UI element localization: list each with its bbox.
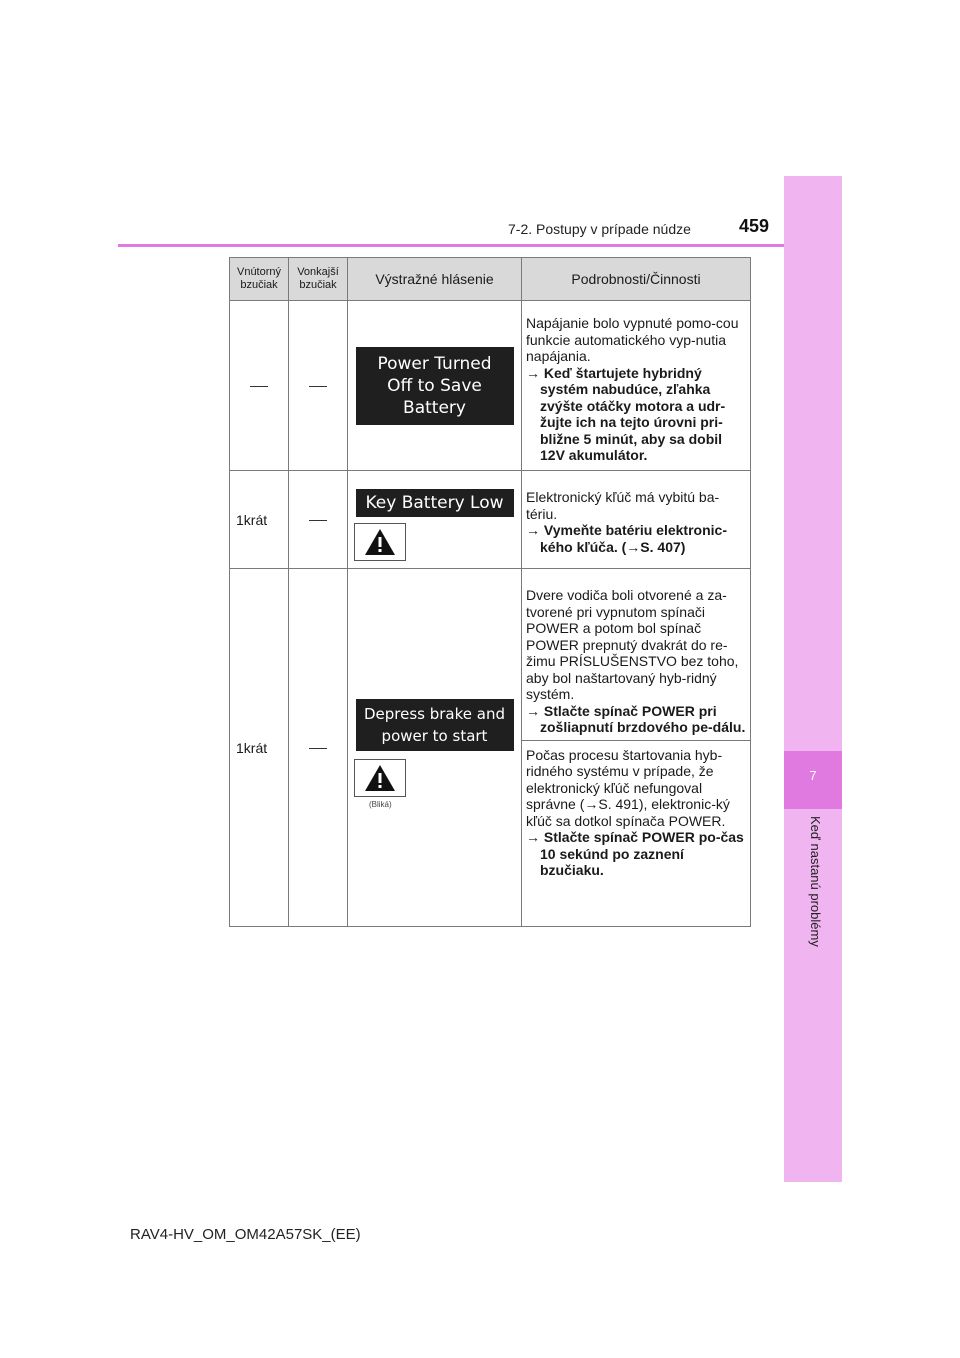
dash-mark	[309, 520, 327, 521]
header-external-buzzer: Vonkajší bzučiak	[289, 258, 348, 301]
internal-buzzer-cell: 1krát	[230, 471, 289, 569]
internal-buzzer-cell	[230, 301, 289, 471]
warning-triangle-icon	[364, 764, 396, 792]
display-line: Power Turned	[377, 353, 492, 374]
warning-messages-table	[229, 257, 751, 927]
detail-text: Dvere vodiča boli otvorené a za-tvorené pri vypnutom spínači POWER a potom bol spínač POWER prepnutý dvakrát do re-žimu PRÍSLUŠENSTVO bez toho, aby bol naštartovaný hyb-ridný systém.	[526, 587, 739, 702]
warning-indicator	[354, 759, 406, 797]
arrow-icon: →	[526, 829, 540, 845]
key-battery-low-display	[356, 489, 514, 517]
action-text: Vymeňte batériu elektronic-kého kľúča. (→S. 407)	[540, 522, 727, 555]
action-line	[526, 365, 746, 464]
power-turned-off-display	[356, 347, 514, 425]
warning-message-cell	[348, 471, 522, 569]
action-text: Stlačte spínač POWER po-čas 10 sekúnd po zaznení bzučiaku.	[540, 829, 744, 878]
action-line	[526, 703, 746, 736]
depress-brake-display	[356, 699, 514, 751]
chapter-title: Keď nastanú problémy	[808, 816, 823, 947]
action-line	[526, 829, 746, 879]
warning-triangle-icon	[364, 528, 396, 556]
page-number: 459	[739, 216, 770, 236]
blink-label: (Bliká)	[369, 800, 392, 809]
table-row	[230, 569, 751, 927]
detail-text: Napájanie bolo vypnuté pomo-cou funkcie automatického vyp-nutia napájania.	[526, 315, 739, 364]
document-code: RAV4-HV_OM_OM42A57SK_(EE)	[130, 1226, 361, 1243]
display-line: Depress brake and	[363, 705, 505, 723]
table-row	[230, 301, 751, 471]
external-buzzer-cell	[289, 471, 348, 569]
display-line: Off to Save	[387, 375, 482, 396]
dash-mark	[309, 386, 327, 387]
table-row	[230, 471, 751, 569]
internal-buzzer-cell: 1krát	[230, 569, 289, 927]
action-text: Keď štartujete hybridný systém nabudúce, zľahka zvýšte otáčky motora a udr-žujte ich na tejto úrovni pri-bližne 5 minút, aby sa dobil 12V akumulátor.	[540, 364, 726, 463]
table-header-row	[230, 258, 751, 301]
chapter-number: 7	[809, 768, 817, 783]
display-line: Battery	[403, 397, 466, 418]
display-line: Key Battery Low	[365, 493, 504, 513]
action-text: Stlačte spínač POWER pri zošliapnutí brzdového pe-dálu.	[540, 702, 746, 735]
arrow-icon: →	[526, 364, 540, 381]
warning-message-cell	[348, 569, 522, 927]
details-cell	[522, 569, 751, 927]
sub-row-divider	[522, 740, 750, 741]
header-details: Podrobnosti/Činnosti	[522, 258, 751, 301]
display-line: power to start	[381, 727, 488, 745]
warning-message-cell	[348, 301, 522, 471]
detail-text: Elektronický kľúč má vybitú ba-tériu.	[526, 489, 720, 522]
action-line	[526, 522, 746, 555]
warning-indicator	[354, 523, 406, 561]
chapter-side-tab	[784, 176, 842, 1182]
arrow-icon: →	[526, 522, 540, 538]
arrow-icon: →	[526, 702, 540, 719]
details-cell	[522, 301, 751, 471]
external-buzzer-cell	[289, 301, 348, 471]
external-buzzer-cell	[289, 569, 348, 927]
detail-text: Počas procesu štartovania hyb-ridného systému v prípade, že elektronický kľúč nefungoval správne (→S. 491), elektronic-ký kľúč sa dotkol spínača POWER.	[526, 746, 730, 829]
dash-mark	[309, 748, 327, 749]
section-title: 7-2. Postupy v prípade núdze	[508, 221, 691, 237]
header-rule	[118, 244, 784, 247]
header-internal-buzzer: Vnútorný bzučiak	[230, 258, 289, 301]
header-warning-message: Výstražné hlásenie	[348, 258, 522, 301]
details-cell	[522, 471, 751, 569]
dash-mark	[250, 386, 268, 387]
